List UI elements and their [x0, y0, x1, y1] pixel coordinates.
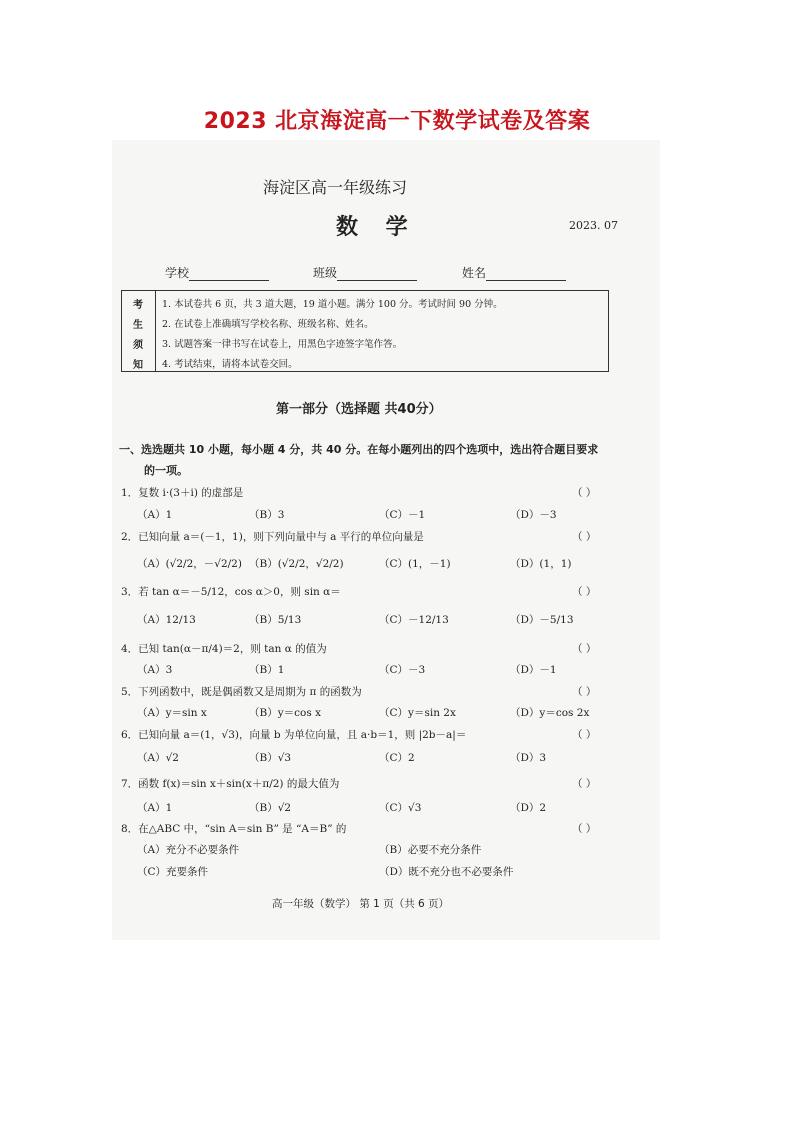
exam-date: 2023. 07 — [569, 219, 618, 232]
notice-side-char: 知 — [133, 360, 143, 371]
answer-paren: （ ） — [572, 531, 597, 543]
answer-paren: （ ） — [572, 729, 597, 741]
part-title: 第一部分（选择题 共40分） — [276, 402, 442, 417]
answer-paren: （ ） — [572, 487, 597, 499]
name-blank — [486, 268, 566, 281]
option-c: （C）2 — [379, 752, 415, 764]
notice-side-char: 考 — [133, 300, 143, 311]
option-a: （A）√2 — [137, 752, 179, 764]
notice-side-char: 须 — [133, 340, 143, 351]
name-label: 姓名 — [462, 266, 487, 280]
option-a: （A）3 — [137, 664, 173, 676]
option-b: （B）y＝cos x — [249, 707, 321, 719]
option-c: （C）－12/13 — [379, 614, 449, 626]
option-c: （C）充要条件 — [137, 866, 209, 878]
option-b: （B）3 — [249, 509, 285, 521]
class-label: 班级 — [313, 266, 338, 280]
option-b: （B）必要不充分条件 — [379, 844, 482, 856]
notice-side-label — [122, 291, 156, 371]
exam-org: 海淀区高一年级练习 — [263, 178, 408, 197]
question-stem: 3．若 tan α＝－5/12，cos α＞0，则 sin α＝ — [121, 586, 341, 598]
option-a: （A）(√2/2，－√2/2) — [137, 558, 242, 570]
notice-item: 4. 考试结束，请将本试卷交回。 — [162, 359, 298, 370]
banner-title: 2023 北京海淀高一下数学试卷及答案 — [203, 109, 591, 134]
answer-paren: （ ） — [572, 586, 597, 598]
page-footer: 高一年级（数学） 第 1 页（共 6 页） — [272, 898, 450, 910]
school-label: 学校 — [165, 266, 190, 280]
question-stem: 6．已知向量 a＝(1，√3)，向量 b 为单位向量，且 a·b＝1，则 |2b－a|＝ — [121, 729, 467, 741]
notice-item: 3. 试题答案一律书写在试卷上，用黑色字迹签字笔作答。 — [162, 339, 403, 350]
option-d: （D）－5/13 — [510, 614, 574, 626]
section-instructions-cont: 的一项。 — [144, 464, 188, 477]
notice-side-char: 生 — [133, 320, 143, 331]
question-stem: 2．已知向量 a＝(－1，1)，则下列向量中与 a 平行的单位向量是 — [121, 531, 424, 543]
option-b: （B）1 — [249, 664, 285, 676]
answer-paren: （ ） — [572, 778, 597, 790]
school-field — [165, 264, 269, 281]
class-field — [313, 264, 417, 281]
option-b: （B）(√2/2，√2/2) — [249, 558, 344, 570]
option-d: （D）3 — [510, 752, 547, 764]
name-field — [462, 264, 566, 281]
question-stem: 5．下列函数中，既是偶函数又是周期为 π 的函数为 — [121, 686, 362, 698]
option-a: （A）1 — [137, 509, 173, 521]
exam-subject: 数 学 — [336, 214, 418, 240]
option-d: （D）既不充分也不必要条件 — [379, 866, 514, 878]
question-stem: 7．函数 f(x)＝sin x＋sin(x＋π/2) 的最大值为 — [121, 778, 340, 790]
option-c: （C）y＝sin 2x — [379, 707, 456, 719]
option-b: （B）√2 — [249, 802, 292, 814]
section-instructions: 一、选选题共 10 小题，每小题 4 分，共 40 分。在每小题列出的四个选项中，选出符合题目要求 — [119, 443, 599, 456]
school-blank — [189, 268, 269, 281]
exam-notice-box — [121, 290, 609, 372]
option-a: （A）1 — [137, 802, 173, 814]
question-stem: 1．复数 i·(3＋i) 的虚部是 — [121, 487, 244, 499]
option-a: （A）12/13 — [137, 614, 196, 626]
answer-paren: （ ） — [572, 823, 597, 835]
notice-item: 1. 本试卷共 6 页，共 3 道大题，19 道小题。满分 100 分。考试时间 90 分钟。 — [162, 299, 503, 310]
option-c: （C）－1 — [379, 509, 426, 521]
option-d: （D）2 — [510, 802, 547, 814]
option-c: （C）√3 — [379, 802, 422, 814]
notice-item: 2. 在试卷上准确填写学校名称、班级名称、姓名。 — [162, 319, 374, 330]
class-blank — [337, 268, 417, 281]
option-c: （C）(1，－1) — [379, 558, 451, 570]
option-d: （D）y＝cos 2x — [510, 707, 590, 719]
option-d: （D）(1，1) — [510, 558, 572, 570]
option-b: （B）√3 — [249, 752, 292, 764]
option-a: （A）y＝sin x — [137, 707, 207, 719]
option-c: （C）－3 — [379, 664, 426, 676]
question-stem: 8．在△ABC 中，“sin A＝sin B” 是 “A＝B” 的 — [121, 823, 347, 835]
option-a: （A）充分不必要条件 — [137, 844, 240, 856]
answer-paren: （ ） — [572, 643, 597, 655]
answer-paren: （ ） — [572, 686, 597, 698]
question-stem: 4．已知 tan(α－π/4)＝2，则 tan α 的值为 — [121, 643, 327, 655]
option-d: （D）－3 — [510, 509, 557, 521]
option-d: （D）－1 — [510, 664, 557, 676]
option-b: （B）5/13 — [249, 614, 302, 626]
